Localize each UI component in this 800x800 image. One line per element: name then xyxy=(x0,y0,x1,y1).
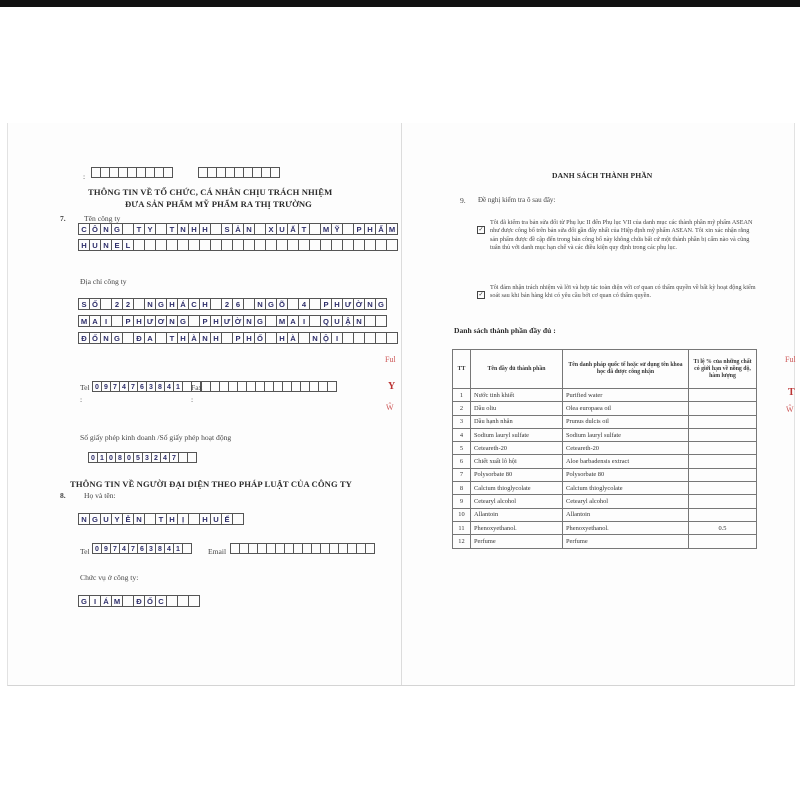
char-box: 6 xyxy=(137,543,147,554)
full-ingredient-heading: Danh sách thành phần đầy đủ : xyxy=(454,326,556,335)
char-box: À xyxy=(188,332,200,344)
char-box: 4 xyxy=(119,381,129,392)
cell-name: Chiết xuất lô hội xyxy=(471,455,563,468)
section-9-number: 9. xyxy=(460,196,466,205)
char-box: N xyxy=(353,315,365,327)
char-box: Y xyxy=(111,513,123,525)
char-box: Ế xyxy=(221,513,233,525)
char-box: H xyxy=(166,298,178,310)
char-box: G xyxy=(155,298,167,310)
cell-tt: 3 xyxy=(453,415,471,428)
cell-inci: Perfume xyxy=(563,535,689,548)
empty-box xyxy=(365,543,375,554)
char-box: P xyxy=(199,315,211,327)
char-box: M xyxy=(78,315,90,327)
address-row-3 xyxy=(78,332,397,344)
char-box: 4 xyxy=(119,543,129,554)
char-box: Ô xyxy=(89,223,101,235)
cell-tt: 6 xyxy=(453,455,471,468)
cell-percentage xyxy=(689,428,757,441)
char-box: 7 xyxy=(128,543,138,554)
cell-inci: Purified water xyxy=(563,389,689,402)
char-box xyxy=(232,513,244,525)
char-box: N xyxy=(243,315,255,327)
char-box: N xyxy=(144,298,156,310)
table-row xyxy=(453,495,757,508)
char-box: G xyxy=(254,315,266,327)
tel-digit-boxes xyxy=(92,381,203,392)
cell-tt: 4 xyxy=(453,428,471,441)
section-9-instruction: Đề nghị kiểm tra ô sau đây: xyxy=(478,196,556,204)
table-row xyxy=(453,508,757,521)
char-box: C xyxy=(78,223,90,235)
table-row xyxy=(453,428,757,441)
table-row xyxy=(453,482,757,495)
cell-tt: 2 xyxy=(453,402,471,415)
cell-percentage xyxy=(689,535,757,548)
char-box: G xyxy=(177,315,189,327)
char-box: Ậ xyxy=(342,315,354,327)
char-box: 0 xyxy=(88,452,98,463)
char-box: H xyxy=(177,332,189,344)
char-box: N xyxy=(100,332,112,344)
char-box: N xyxy=(177,223,189,235)
char-box xyxy=(375,315,387,327)
position-label: Chức vụ ở công ty: xyxy=(80,573,139,582)
char-box: 4 xyxy=(164,381,174,392)
char-box: P xyxy=(122,315,134,327)
char-box: 1 xyxy=(173,543,183,554)
char-box: T xyxy=(133,223,145,235)
cell-percentage xyxy=(689,508,757,521)
tel-label: Tel xyxy=(80,383,90,392)
char-box: H xyxy=(331,298,343,310)
char-box: U xyxy=(100,513,112,525)
license-digit-boxes xyxy=(88,452,196,463)
fax-digit-boxes xyxy=(201,381,336,392)
char-box: H xyxy=(199,223,211,235)
cell-name: Dầu oliu xyxy=(471,402,563,415)
char-box: Ư xyxy=(221,315,233,327)
company-name-row-2 xyxy=(78,239,397,251)
ingredient-list-title: DANH SÁCH THÀNH PHẦN xyxy=(552,171,653,180)
cell-tt: 1 xyxy=(453,389,471,402)
char-box: 0 xyxy=(106,452,116,463)
char-box: H xyxy=(364,223,376,235)
char-box: 9 xyxy=(101,543,111,554)
cell-name: Dầu hạnh nhân xyxy=(471,415,563,428)
col-header-inci: Tên danh pháp quốc tế hoặc sử dụng tên khoa học đã được công nhận xyxy=(563,350,689,389)
char-box: 5 xyxy=(133,452,143,463)
section-7-number: 7. xyxy=(60,214,66,223)
cell-inci: Polysorbate 80 xyxy=(563,468,689,481)
section-8-number: 8. xyxy=(60,491,66,500)
char-box: 6 xyxy=(137,381,147,392)
char-box: M xyxy=(111,595,123,607)
heading-legal-representative: THÔNG TIN VỀ NGƯỜI ĐẠI DIỆN THEO PHÁP LUẬT CỦA CÔNG TY xyxy=(70,479,352,489)
char-box: Ố xyxy=(254,332,266,344)
cell-percentage xyxy=(689,455,757,468)
char-box: T xyxy=(298,223,310,235)
cell-name: Polysorbate 80 xyxy=(471,468,563,481)
char-box: Ấ xyxy=(287,223,299,235)
char-box: Ố xyxy=(89,332,101,344)
table-row xyxy=(453,455,757,468)
address-row-2 xyxy=(78,315,386,327)
char-box: Đ xyxy=(133,332,145,344)
char-box: 6 xyxy=(232,298,244,310)
char-box: Á xyxy=(100,595,112,607)
char-box: 4 xyxy=(164,543,174,554)
char-box: Ễ xyxy=(122,513,134,525)
char-box: H xyxy=(199,298,211,310)
char-box: I xyxy=(331,332,343,344)
char-box: P xyxy=(320,298,332,310)
char-box xyxy=(386,239,398,251)
char-box: P xyxy=(232,332,244,344)
empty-box xyxy=(163,167,173,178)
table-row xyxy=(453,402,757,415)
char-box: Á xyxy=(177,298,189,310)
table-row xyxy=(453,389,757,402)
empty-box xyxy=(327,381,337,392)
cell-tt: 8 xyxy=(453,482,471,495)
char-box: 3 xyxy=(146,381,156,392)
char-box: I xyxy=(298,315,310,327)
stamp-mark-2: Ŵ xyxy=(386,403,394,412)
checkbox-1[interactable]: ✓ xyxy=(478,227,484,234)
char-box: N xyxy=(100,223,112,235)
char-box: Ộ xyxy=(320,332,332,344)
char-box: Đ xyxy=(78,332,90,344)
char-box xyxy=(386,332,398,344)
char-box: Ờ xyxy=(232,315,244,327)
email-boxes xyxy=(230,543,374,554)
cell-name: Nước tinh khiết xyxy=(471,389,563,402)
char-box: N xyxy=(309,332,321,344)
char-box: S xyxy=(221,223,233,235)
char-box: T xyxy=(155,513,167,525)
char-box: H xyxy=(243,332,255,344)
char-box: Ẩ xyxy=(375,223,387,235)
char-box: Ỹ xyxy=(331,223,343,235)
table-row xyxy=(453,535,757,548)
char-box: N xyxy=(133,513,145,525)
char-box: 2 xyxy=(221,298,233,310)
cell-tt: 5 xyxy=(453,442,471,455)
cell-percentage xyxy=(689,389,757,402)
char-box: 2 xyxy=(151,452,161,463)
top-code-boxes-2 xyxy=(198,167,279,178)
char-box: Ố xyxy=(89,298,101,310)
char-box: N xyxy=(100,239,112,251)
char-box: G xyxy=(265,298,277,310)
char-box: G xyxy=(111,332,123,344)
char-box: 8 xyxy=(115,452,125,463)
char-box: E xyxy=(111,239,123,251)
email-label: Email xyxy=(208,547,227,556)
char-box: 7 xyxy=(169,452,179,463)
scanned-document xyxy=(7,123,795,686)
char-box: 0 xyxy=(92,543,102,554)
char-box: 0 xyxy=(124,452,134,463)
char-box: H xyxy=(166,513,178,525)
char-box: 2 xyxy=(122,298,134,310)
char-box: H xyxy=(188,223,200,235)
tel2-digit-boxes xyxy=(92,543,191,554)
char-box: À xyxy=(287,332,299,344)
char-box: 9 xyxy=(101,381,111,392)
char-box: 1 xyxy=(173,381,183,392)
full-name-boxes xyxy=(78,513,243,525)
char-box: 3 xyxy=(142,452,152,463)
declaration-paragraph-2: Tôi đảm nhận trách nhiệm và lời và hợp tác toàn diện với cơ quan có thẩm quyền về bất kỳ hoạt động kiểm soát sau khi bán hàng khi có yêu cầu bởi cơ quan có thẩm quyền. xyxy=(490,284,756,300)
left-page xyxy=(8,123,402,685)
cell-inci: Sodium lauryl sulfate xyxy=(563,428,689,441)
cell-name: Ceteareth-20 xyxy=(471,442,563,455)
cell-tt: 10 xyxy=(453,508,471,521)
char-box: Ư xyxy=(342,298,354,310)
col-header-tt: TT xyxy=(453,350,471,389)
char-box: H xyxy=(210,315,222,327)
empty-box xyxy=(270,167,280,178)
char-box: N xyxy=(364,298,376,310)
heading-responsible-party-line2: ĐƯA SẢN PHẨM MỸ PHẨM RA THỊ TRƯỜNG xyxy=(125,199,312,209)
char-box: U xyxy=(89,239,101,251)
char-box: A xyxy=(287,315,299,327)
col-header-percentage: Tỉ lệ % của những chất có giới hạn về nồng độ, hàm lượng xyxy=(689,350,757,389)
char-box: G xyxy=(375,298,387,310)
table-row xyxy=(453,442,757,455)
tel-colon: : xyxy=(80,395,83,404)
char-box: T xyxy=(166,223,178,235)
char-box xyxy=(182,543,192,554)
declaration-paragraph-1: Tôi đã kiểm tra bản sửa đổi từ Phụ lục II đến Phụ lục VII của danh mục các thành phần mỹ phẩm ASEAN như được công bố trên bản sửa đổi gần đây nhất của Hiệp định mỹ phẩm ASEAN. Tôi xin xác nhận rằng sản phẩm được đề cập đến trong bản công bố này không chứa bất cứ một thành phần bị cấm nào và cũng tuân thủ với danh mục hạn chế và các điều kiện quy định trong các phụ lục. xyxy=(490,219,753,251)
char-box: 3 xyxy=(146,543,156,554)
char-box: U xyxy=(276,223,288,235)
char-box: M xyxy=(320,223,332,235)
cell-tt: 12 xyxy=(453,535,471,548)
char-box: M xyxy=(386,223,398,235)
tel2-label: Tel xyxy=(80,547,90,556)
char-box: S xyxy=(78,298,90,310)
license-number-label: Số giấy phép kinh doanh /Số giấy phép hoạt động xyxy=(80,433,232,442)
char-box: 1 xyxy=(97,452,107,463)
char-box: Õ xyxy=(276,298,288,310)
char-box: M xyxy=(276,315,288,327)
char-box: Ư xyxy=(144,315,156,327)
char-box: N xyxy=(199,332,211,344)
cell-name: Cetearyl alcohol xyxy=(471,495,563,508)
fax-label: Fax xyxy=(191,383,203,392)
char-box: Ơ xyxy=(155,315,167,327)
cell-tt: 11 xyxy=(453,521,471,534)
char-box: U xyxy=(331,315,343,327)
cell-inci: Allantoin xyxy=(563,508,689,521)
top-prefix: : xyxy=(83,172,86,181)
char-box: 4 xyxy=(160,452,170,463)
top-border-bar xyxy=(0,0,800,7)
company-name-label: Tên công ty xyxy=(84,214,121,223)
char-box: I xyxy=(89,595,101,607)
char-box: U xyxy=(210,513,222,525)
char-box: Ị xyxy=(177,513,189,525)
char-box: C xyxy=(155,595,167,607)
cell-inci: Olea europaea oil xyxy=(563,402,689,415)
company-name-row-1 xyxy=(78,223,397,235)
char-box: Đ xyxy=(133,595,145,607)
cell-percentage xyxy=(689,415,757,428)
char-box: Q xyxy=(320,315,332,327)
char-box: A xyxy=(89,315,101,327)
cell-inci: Cetearyl alcohol xyxy=(563,495,689,508)
position-boxes xyxy=(78,595,199,607)
cell-inci: Aloe barbadensis extract xyxy=(563,455,689,468)
char-box: C xyxy=(188,298,200,310)
ingredient-table xyxy=(452,349,757,549)
char-box: H xyxy=(78,239,90,251)
cell-inci: Phenoxyethanol. xyxy=(563,521,689,534)
cell-percentage xyxy=(689,495,757,508)
char-box: Ố xyxy=(144,595,156,607)
char-box: H xyxy=(276,332,288,344)
char-box: Ờ xyxy=(353,298,365,310)
table-row xyxy=(453,468,757,481)
cell-inci: Calcium thioglycolate xyxy=(563,482,689,495)
cell-name: Phenoxyethanol. xyxy=(471,521,563,534)
char-box xyxy=(188,595,200,607)
char-box: G xyxy=(111,223,123,235)
char-box: N xyxy=(166,315,178,327)
cell-name: Calcium thioglycolate xyxy=(471,482,563,495)
heading-responsible-party: THÔNG TIN VỀ TỔ CHỨC, CÁ NHÂN CHỊU TRÁCH NHIỆM xyxy=(88,187,333,197)
cell-name: Allantoin xyxy=(471,508,563,521)
char-box: G xyxy=(78,595,90,607)
char-box: 8 xyxy=(155,543,165,554)
stamp-mark-3: Ful xyxy=(785,355,796,364)
cell-inci: Prunus dulcis oil xyxy=(563,415,689,428)
char-box: 0 xyxy=(92,381,102,392)
right-page xyxy=(402,123,794,685)
stamp-mark-1: Ful xyxy=(385,355,396,364)
cell-percentage: 0.5 xyxy=(689,521,757,534)
char-box: H xyxy=(133,315,145,327)
char-box: P xyxy=(353,223,365,235)
col-header-name: Tên đầy đủ thành phần xyxy=(471,350,563,389)
stamp-mark-letter-right: T xyxy=(788,387,795,398)
table-row xyxy=(453,521,757,534)
stamp-mark-letter: Y xyxy=(388,381,396,392)
cell-percentage xyxy=(689,468,757,481)
address-row-1 xyxy=(78,298,386,310)
char-box: I xyxy=(100,315,112,327)
cell-name: Sodium lauryl sulfate xyxy=(471,428,563,441)
char-box: 7 xyxy=(110,543,120,554)
char-box xyxy=(187,452,197,463)
cell-inci: Ceteareth-20 xyxy=(563,442,689,455)
char-box: A xyxy=(144,332,156,344)
cell-percentage xyxy=(689,482,757,495)
cell-percentage xyxy=(689,402,757,415)
fax-colon: : xyxy=(191,395,194,404)
char-box: Y xyxy=(144,223,156,235)
company-address-label: Địa chỉ công ty xyxy=(80,277,127,286)
table-header-row xyxy=(453,350,757,389)
char-box: N xyxy=(254,298,266,310)
cell-tt: 9 xyxy=(453,495,471,508)
char-box: H xyxy=(199,513,211,525)
char-box: T xyxy=(166,332,178,344)
full-name-label: Họ và tên: xyxy=(84,491,116,500)
char-box: 4 xyxy=(298,298,310,310)
stamp-mark-4: Ŵ xyxy=(786,405,794,414)
char-box: 7 xyxy=(128,381,138,392)
char-box: N xyxy=(78,513,90,525)
cell-name: Perfume xyxy=(471,535,563,548)
char-box: 2 xyxy=(111,298,123,310)
char-box: Ả xyxy=(232,223,244,235)
char-box: L xyxy=(122,239,134,251)
char-box: G xyxy=(89,513,101,525)
char-box: H xyxy=(210,332,222,344)
char-box: 8 xyxy=(155,381,165,392)
cell-tt: 7 xyxy=(453,468,471,481)
table-row xyxy=(453,415,757,428)
checkbox-2[interactable]: ✓ xyxy=(478,292,484,299)
top-code-boxes-1 xyxy=(91,167,172,178)
char-box: N xyxy=(243,223,255,235)
cell-percentage xyxy=(689,442,757,455)
char-box: 7 xyxy=(110,381,120,392)
char-box: X xyxy=(265,223,277,235)
